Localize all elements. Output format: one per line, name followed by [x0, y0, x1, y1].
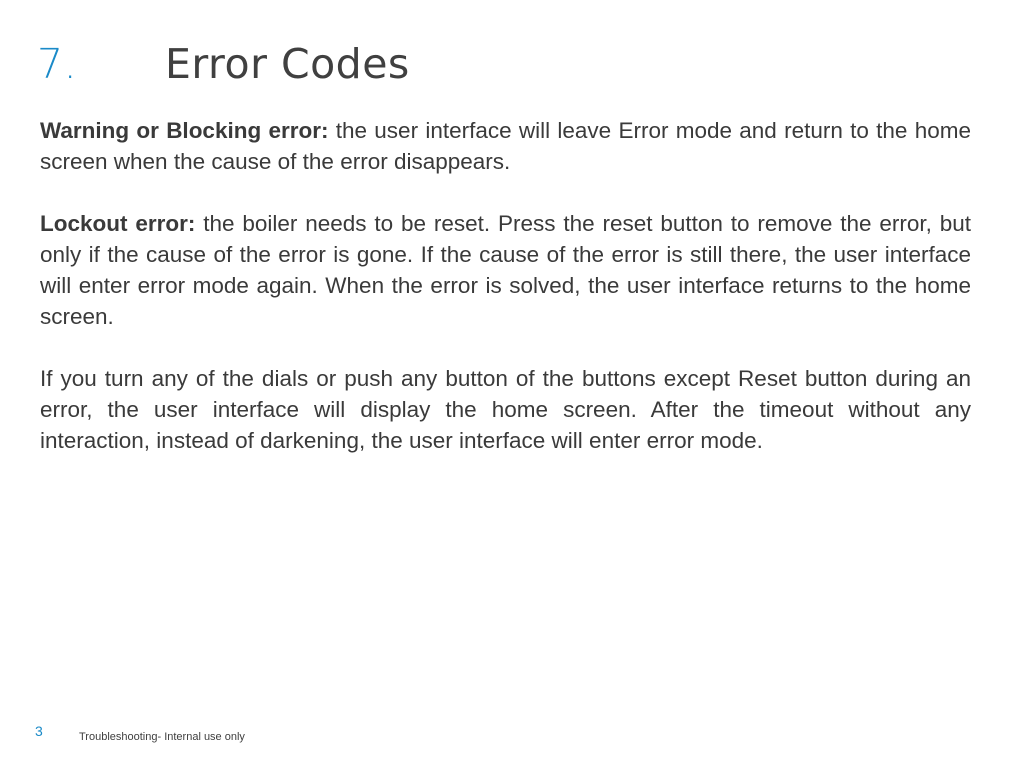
paragraph-lead: Warning or Blocking error: — [40, 118, 329, 143]
paragraph-lead: Lockout error: — [40, 211, 196, 236]
paragraph-dials-buttons — [40, 363, 971, 456]
paragraph-text: the boiler needs to be reset. Press the reset button to remove the error, but only if the cause of the error is gone. If the cause of the error is still there, the user interface will enter error mode again. When the error is solved, the user interface returns to the home screen. — [40, 211, 971, 329]
page-title: Error Codes — [165, 40, 410, 88]
paragraph-text: the user interface will leave Error mode and return to the home screen when the cause of the error disappears. — [40, 118, 971, 174]
paragraph-text: If you turn any of the dials or push any button of the buttons except Reset button during an error, the user interface will display the home screen. After the timeout without any interaction, instead of darkening, the user interface will enter error mode. — [40, 366, 971, 453]
footer-note: Troubleshooting- Internal use only — [79, 731, 245, 743]
body-text — [40, 115, 971, 487]
paragraph-warning-blocking — [40, 115, 971, 177]
section-number: 7. — [37, 40, 78, 88]
paragraph-lockout — [40, 208, 971, 332]
slide-title — [37, 40, 410, 96]
page-number: 3 — [35, 723, 43, 739]
